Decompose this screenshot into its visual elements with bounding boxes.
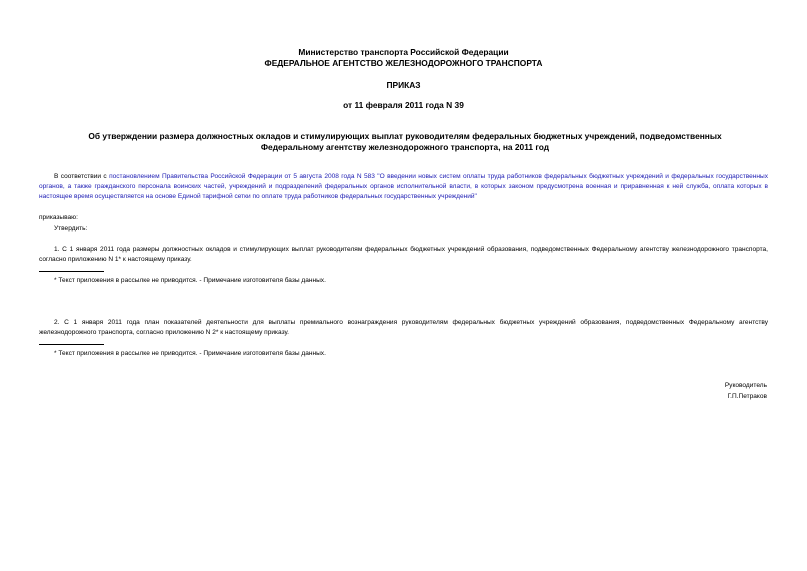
item-2-footnote: * Текст приложения в рассылке не приводится. - Примечание изготовителя базы данных.	[54, 350, 326, 357]
footnote-divider-1	[39, 271, 104, 272]
document-type: ПРИКАЗ	[386, 80, 421, 90]
preamble-paragraph	[39, 172, 768, 202]
order-word: приказываю:	[39, 214, 78, 221]
item-2-text: 2. С 1 января 2011 года план показателей деятельности для выплаты премиального вознаграждения руководителям федеральных бюджетных учреждений образования, подведомственных Федеральному агентству железнодорожного транспорта, согласно приложению N 2* к настоящему приказу.	[39, 319, 768, 336]
approve-word: Утвердить:	[54, 225, 88, 232]
footnote-divider-2	[39, 344, 104, 345]
item-1-footnote: * Текст приложения в рассылке не приводится. - Примечание изготовителя базы данных.	[54, 277, 326, 284]
ministry-name: Министерство транспорта Российской Федерации	[298, 47, 509, 57]
document-date: от 11 февраля 2011 года N 39	[343, 100, 464, 110]
signature-position: Руководитель	[724, 382, 767, 389]
preamble-intro: В соответствии с	[54, 173, 110, 180]
document-title: Об утверждении размера должностных окладов и стимулирующих выплат руководителям федеральных бюджетных учреждений, подведомственных Федеральному агентству железнодорожного транспорта, на 2011 год	[88, 131, 722, 152]
agency-name: ФЕДЕРАЛЬНОЕ АГЕНТСТВО ЖЕЛЕЗНОДОРОЖНОГО ТРАНСПОРТА	[264, 58, 543, 68]
signature-name: Г.П.Петраков	[727, 393, 767, 400]
item-1-text: 1. С 1 января 2011 года размеры должностных окладов и стимулирующих выплат руководителям федеральных бюджетных учреждений образования, подведомственных Федеральному агентству железнодорожного транспорта, согласно приложению N 1* к настоящему приказу.	[39, 246, 768, 263]
government-decree-link[interactable]: постановлением Правительства Российской Федерации от 5 августа 2008 года N 583 "О введении новых систем оплаты труда работников федеральных бюджетных учреждений и федеральных государственных органов, а также гражданского персонала воинских частей, учреждений и подразделений федеральных органов исполнительной власти, в которых законом предусмотрена военная и приравненная к ней служба, оплата которых в настоящее время осуществляется на основе Единой тарифной сетки по оплате труда работников федеральных государственных учреждений"	[39, 173, 768, 200]
